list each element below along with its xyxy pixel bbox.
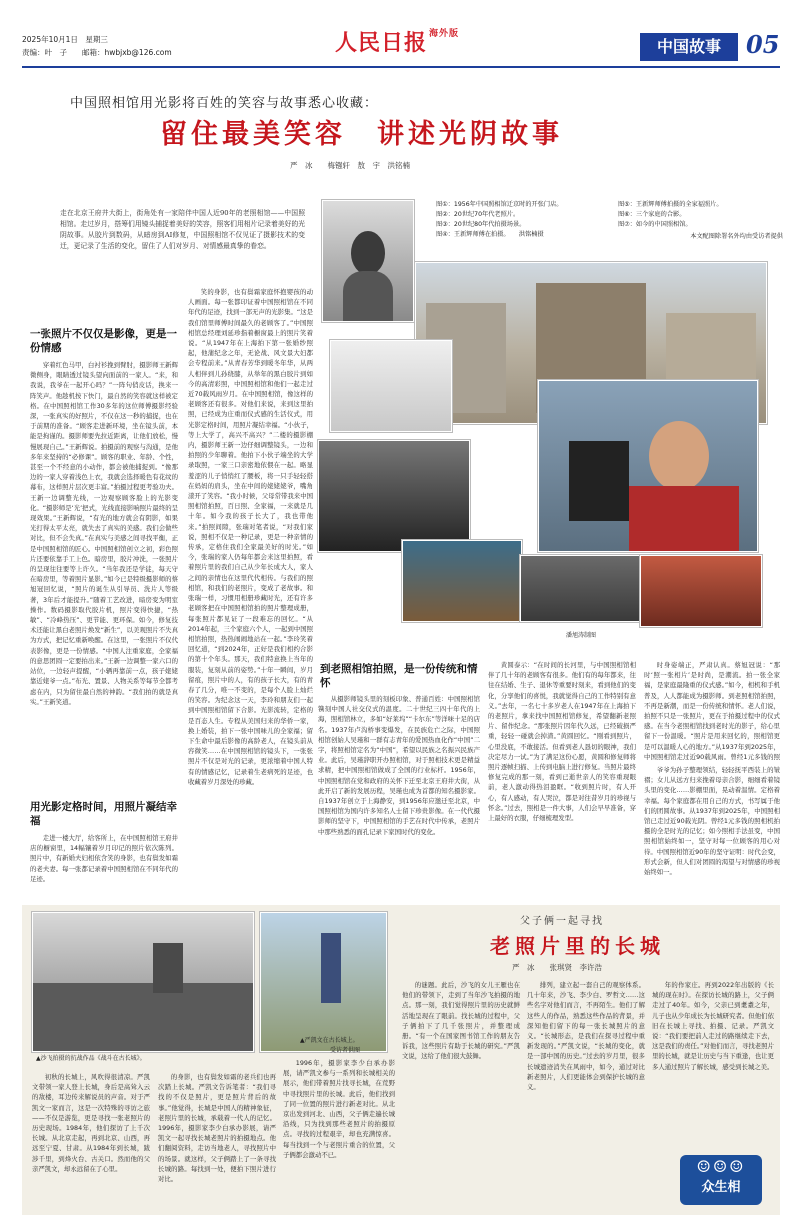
photo-caption-right: ▲严凯文在古长城上。 <box>300 1037 359 1044</box>
captions-right <box>618 200 783 242</box>
lower-column-4-text: 的谜题。此后，沙飞的女儿王雁也在他们的带领下，走到了当年沙飞拍摄的地点。那一刻，我们觉得照片里的历史就鲜活地呈现在了眼前。找长城的过程中，父子俩拍下了几千张照片，并整理成册。“有一个在国家图书馆工作的朋友告诉我，这些照片有助于长城的研究。”严凯文说，这给了他们很大鼓舞。 <box>402 981 520 1061</box>
article-kicker: 中国照相馆用光影将百姓的笑容与故事悉心收藏： <box>70 96 379 111</box>
lower-column-3 <box>283 1058 395 1208</box>
column-badge <box>680 1155 762 1205</box>
column-3-text: 从摄影师镜头里的刻板印象、普通百姓：中国照相馆镌刻中国人社交仪式的温度。二十世纪三四十年代的上海，照相馆林立，多如“好莱坞”“卡尔东”等洋味十足的店名。1937年卢沟桥事变爆发，在民族危亡之际，中国照相馆创始人吴瑾和一群有志青年的爱国热血化作“中国”二字，将照相馆定名为“中国”，希望以民族之名振兴民族产业。此后，吴瑾辞职开办照相馆，对于照相技术更是精益求精，把中国照相馆做成了全国的行业标杆。1956年，中国照相馆在党和政府的关怀下迁至北京王府井大街，从此开启了新的发展历程，吴瑾也成为首都的知名摄影家。自1937年创立于上海静安，到1956年应邀迁至北京，中国照相馆为国内许多知名人士留下珍贵影像。在一代代摄影师的坚守下，中国照相馆的手艺在时代中传承，老照片中那些熟悉的面孔记录下家国时代的变化。 <box>318 695 480 836</box>
photo-photographer <box>538 380 758 552</box>
photo-family-1 <box>402 540 522 622</box>
issue-date: 2025年10月1日 星期三 <box>22 35 108 44</box>
photo-credit-lower: 受访者供图 <box>330 1047 361 1054</box>
body-column-1 <box>30 360 178 795</box>
photo-great-wall-old <box>32 912 254 1052</box>
lower-column-2 <box>158 1072 276 1207</box>
lower-column-5 <box>527 980 645 1208</box>
lower-byline: 严 冰 张琪贤 李许浩 <box>512 963 602 972</box>
caption-7: 图⑦：如今的中国照相馆。 <box>618 221 692 228</box>
section-badge: 中国故事 <box>640 33 738 61</box>
editor-line: 责编：叶 子 邮箱：hwbjxb@126.com <box>22 48 172 57</box>
lower-kicker: 父子俩一起寻找 <box>520 916 604 927</box>
lower-column-3-text: 1996年，摄影家李少白承办影展，请严凯文参与一系列和长城相关的展示，他们带着照片找寻长城，在荒野中寻找照片里的长城。此后，他们找到了同一位置的照片进行新老对比。从北京出发到河北、山西，父子俩走遍长城沿线，只为找到那些老照片的拍摄原点。寻找的过程艰辛，却也充满惊喜。每当找到一个与老照片重合的位置，父子俩都会激动不已。 <box>283 1059 395 1159</box>
column-1-text: 穿着红色马甲，白衬衫挽到臂肘，摄影师王新辉微侧身，眼睛透过镜头望向面前的一家人。“来，和我说，我爷在一起开心吗？”一阵句俏皮话，换来一阵笑声。他趁机按下快门，最自然的笑容就这样被定格。在中国照相馆工作30多年的这位师傅摄影经验深，一张真实的好照片，不仅在这一秒的捕捉，也在于前期的准备。“顾客走进新环境，坐在镜头前，本能是拘谨的。摄影师要先拉近距离，让他们放松，慢慢展现自己。”王新辉说。拍摄前的观察与沟通，是他多年来坚持的“必修课”。顾客的职业、年龄、个性，甚至一个不经意的小动作，都会被他捕捉到。“像那边的一家人穿着浅色上衣，我就会选择暖色有花纹的幕布，这样照片层次更丰富。”拍摄过程更考验功夫。王新一边调整光线，一边观察顾客脸上的光影变化。“摄影师是‘光’把式，光线直接影响照片最终的呈现效果。”王新辉说，“有光的地方就会有阴影，如果光打得太平太亮，就失去了真实的美感。我们会做些对比，但不会失真。”在真实与美感之间寻找平衡，正是中国照相馆的匠心。中国照相馆创立之初，彩色照片还要依靠手工上色。暗房里，胶片冲洗，一张照片的呈现往往要等上许久。“当年我还是学徒，每天守在暗房里，等着照片显影。”如今已是特级摄影师的蔡旭冠回忆说，“照片的诞生从引导员、洗片人等级著，3年后才能提升。”随着工艺改进，暗房变为明室操作。数码摄影取代胶片机，照片变得快捷，“热敏”、“冷峰热压”、更节能、更环保。如今，修复技术还能让黑白老照片焕发“新生”，以美观照片不失真为方式，把记忆重新唤醒。在这里，一张照片不仅代表影像，更是一份情感。“中国人注重家庭，全家福的意思团圆一定要拍出来。”王新一边调整一家六口的站位，一边轻声提醒，“小辆再靠前一点，孩子姥姥靠近姥爷一点。”布光、置景、人物关系等每节全都考虑在内，只为留住最自然的神韵。“我们拍的就是真实。”王新笑道。 <box>30 361 178 706</box>
subhead-1: 一张照片不仅仅是影像，更是一份情感 <box>30 328 177 354</box>
body-column-6 <box>644 765 780 888</box>
subhead-3: 到老照相馆拍照，是一份传统和情怀 <box>320 663 478 689</box>
article-headline: 留住最美笑容 讲述光阴故事 <box>160 119 563 150</box>
page-number: 05 <box>746 30 780 59</box>
badge-label: 众生相 <box>701 1180 741 1195</box>
caption-4: 图④：王新辉师傅在拍摄。 洪铭楠摄 <box>436 231 544 238</box>
column-1b-text: 走进一楼大厅，给客所上，在中国照相馆王府井店的橱窗里，14幅镶着岁月印记的照片依次陈列。照片中，有新婚夫妇相依含笑的身影，也有鬓发如霜的老夫妻。每一张都记录着中国照相馆在不同年代的足迹。 <box>30 834 178 883</box>
lower-column-5-text: 排列，建立起一套自己的观察体系。几十年来，沙飞、李少白、罗哲文……这些名字对他们而言，不再陌生。他们了解这些人的作品，熟悉这些作品的背景，并深知他们留下的每一张长城照片的意义。“长城形态，是我们在探寻过程中重新发现的。”严凯文说，“长城的变化，就是一部中国的历史。”过去的岁月里，很多长城遗迹消失在风雨中，如今，通过对比新老照片，人们更能体会到保护长城的意义。 <box>527 981 645 1092</box>
lower-column-6-text: 年的作家庄。再到2022年出版的《长城的现在时》。在探访长城的路上，父子俩走过了40年。如今，父亲已到耄耋之年，儿子也从少年成长为长城研究者。但他们依旧在长城上寻找、拍摄、记录。严凯文说：“我们要把前人走过的路继续走下去，这是我们的责任。”对他们而言，寻找老照片里的长城，就是让历史与当下重逢，也让更多人通过照片了解长城，感受到长城之美。 <box>652 981 774 1071</box>
badge-figures-icon: ☺☺☺ <box>696 1157 746 1176</box>
lower-column-4 <box>402 980 520 1208</box>
column-4-text: 黄圆泰示：“在时间的长河里，与中国照相馆相伴了几十年的老顾客有很多。他们有的每年都来，往往在结婚、生子、退休等重要时刻来，看到他们的变化，分享他们的喜悦，我就觉得自己的工作特别有意义。”去年，一名七十多岁老人在1947年在上海拍下的老照片，拿来找中国照相馆修复，希望翻新老照片、留作纪念。“那张照片因年代久远，已经破损严重，轻轻一碰就会掉渣。”黄圆回忆。“刚看到照片，心里没底，不敢接活。但看到老人恳切的眼神，我们决定尽力一试。”为了满足这份心愿，黄圆和修复师将照片逐帧扫描、上传到电脑上进行修复。当照片最终修复完成的那一刻，看到已逝世亲人的笑容重现眼前，老人激动得热泪盈眶。“收到照片时，有人开心，有人感动，有人哭泣，都是对往昔岁月的珍视与怀念。”过去，照相是一件大事，人们会早早准备，穿上最好的衣服，仔细梳理发型。 <box>488 661 636 823</box>
photo-credit: 潘旭涛制图 <box>566 632 597 639</box>
body-column-2 <box>188 287 313 887</box>
article-byline: 严 冰 梅镪轩 敖 宇 洪铭楠 <box>290 161 410 170</box>
masthead-edition: 海外版 <box>429 29 460 39</box>
caption-5: 图⑤：王新辉师傅拍摄的全家福照片。 <box>618 201 723 208</box>
subhead-2: 用光影定格时间，用照片凝结幸福 <box>30 801 177 827</box>
caption-1: 图①：1956年中国照相馆迁京时的开张门店。 <box>436 201 563 208</box>
body-column-4 <box>488 660 636 888</box>
body-column-3 <box>318 694 480 888</box>
photo-child-portrait <box>322 200 414 322</box>
caption-2: 图②：20世纪70年代老照片。 <box>436 211 520 218</box>
captions-left <box>436 200 586 240</box>
column-6-text: 爷爷为孙子整理领结，轻轻抚平西装上的皱褶；女儿从远方归来挽着母亲合影，细细看着镜头里的变化……影棚里面，晃动着温情。定格着幸福。每个家庭都在用自己的方式，书写属于他们的团圆故事。从1937年到2025年，中国照相馆已走过近90载光阴。曾经1元多钱的照相机拍摄的全是时光的记忆；如今照相手法虽变，中国照相馆始终如一，坚守对每一位顾客的用心对待。中国照相馆近90年的坚守证明：时代会变，形式会新，但人们对团圆的渴望与对情感的珍视始终如一。 <box>644 766 780 877</box>
lower-column-2-text: 的身影，也有鬓发如霜的老兵们也再次踏上长城。严凯文告诉笔者：“我们寻找的不仅是照片，更是照片背后的故事。”他觉得，长城是中国人的精神象征，老照片里的长城，承载着一代人的记忆。1996年，摄影家李少白承办影展，请严凯文一起寻找长城老照片的拍摄地点。他们翻阅资料，走访当地老人，寻找照片中的场景。就这样，父子俩踏上了一条寻找长城的路。每找到一处，便拍下照片进行对比。 <box>158 1073 276 1184</box>
masthead-logo <box>335 26 459 57</box>
masthead-title: 人民日报 <box>335 30 428 56</box>
photo-caption-left: ▲沙飞拍摄的抗战作品《战斗在古长城》。 <box>36 1055 146 1062</box>
lower-column-1 <box>32 1072 150 1207</box>
lower-headline: 老照片里的长城 <box>490 934 665 958</box>
photo-family-3 <box>640 555 762 627</box>
caption-6: 图⑥：三个家庭的合影。 <box>618 211 686 218</box>
column-2-text: 笑的身影，也有鬓霜家庭怀抱婴孩的动人画面。每一张都印证着中国照相馆在不同年代的足迹，找到一部无声的光影集。“这是我们馆里师傅时间最久的老顾客了。”中国照相馆总经理刘延珍指着橱窗最上的照片笑着说。“从1947年在上海拍下第一张婚纱照起，他蒲纪念之年，无论战、风文景大妇都会专程前来。”从青春芳华到暖冬年华，从两人相伴到儿孙绕膝，从举年的黑白胶片到如今的高清彩照，中国照相馆和他们一起走过近70载风雨岁月。在中国照相馆，像这样的老顾客还有很多。对他们来说，来到这里拍照，已经成为庄重而仪式感的生活仪式，用光影定格时间，用照片凝结幸福。“小伙子，等上大学了，高兴不高兴？”二楼的摄影棚内，摄影师王新一边仔细调整镜头，一边和拍照的少年聊着。他拍下小伙子端坐的大学录取照，一家三口亲密地依偎在一起。略显羞涩的儿子悄悄红了腰板，将一只手轻轻搭在妈妈的肩头，坐在中间的姥姥姥爷，嘴角漾开了笑容。“我小时候，父母常带我来中国照相馆拍照，百日照、全家福，一来就是几十年。如今我的孩子长大了，我也带他来。”拍照间隙，张瑞对笔者说，“对我们家说，照相不仅是一种记录，更是一种亲情的传承，定格住我们全家最美好的时光。”如今，张瑞的家人仍每年都会来这里拍照，看着照片里的我们自己从少年长成大人，家人之间的亲情也在这里代代相传。与我们的照相馆，和我们的老照片，变成了老故事。和张瑞一样，习惯用相册珍藏时光，还有许多老顾客把在中国照相馆拍的照片整理成册，每张照片都见证了一段难忘的回忆。“从2014年起，三个家庭六个人，一起到中国照相馆拍照，热热闹闹地站在一起。”李玲笑着回忆道，“到2024年，正好是我们相约合影的第十个年头。那天，我们特意换上当年的服装，复刻从前的姿势。”十年一瞬间，岁月留痕，照片中的人，有的孩子长大，有的青春了几分，唯一不变的，是每个人脸上灿烂的笑容。为纪念这一天，李玲和朋友们一起到中国照相馆留下合影。光影流转，定格的是百态人生。专程从美国归来的华侨一家，换上婚装，拍下一张中国味儿的全家福；留下生命中最后影像的高龄老人，在镜头前从容微笑……在中国照相馆的镜头下，一张张照片不仅是对光的记录，更浓缩着中国人特有的情感记忆，记录着生老病死的足迹，也收藏着岁月深处的珍藏。 <box>188 288 313 786</box>
body-column-5 <box>644 660 780 760</box>
body-column-1b <box>30 833 178 888</box>
caption-credit: 本文配图除署名外均由受访者提供 <box>690 233 783 240</box>
photo-old-building <box>330 340 452 432</box>
photo-great-wall-new <box>260 912 387 1052</box>
column-5-text: 时身姿端正，严肃认真。蔡旭冠说：“那时‘照一张相片’是时尚，是潮流。拍一张全家福，是家庭最隆重的仪式感。”如今，相机和手机普及，人人都能成为摄影师。到老照相馆拍照，不再是新潮，而是一份传统和情怀。老人们说，拍照不只是一张照片，更在于拍摄过程中的仪式感。在当今老照相馆找到老时光的影子，给心里留下一份温暖。“照片是用来回忆的，照相馆更是可以温暖人心的地方。”从1937年到2025年，中国照相馆走过近90载风雨。曾经1元多钱的照 <box>644 661 780 760</box>
caption-3: 图③：20世纪80年代拍摄场景。 <box>436 221 526 228</box>
lower-column-6 <box>652 980 774 1145</box>
photo-studio-scene <box>318 440 470 552</box>
header-rule <box>22 66 780 68</box>
article-lead: 走在北京王府井大街上，街角处有一家陪伴中国人近90年的老照相馆——中国照相馆。走过岁月，搭筹们用镜头捕捉着美好的笑容，照客们用相片记录着美好的光阴故事。从胶片到数码，从暗房到AI修复，中国照相馆不仅见证了摄影技术的变迁，更记录了生活的变化，留住了人们对岁月、对情感最真挚的眷恋。 <box>60 209 305 250</box>
photo-family-2 <box>520 555 640 622</box>
lower-column-1-text: 初秋的长城上，风吹得很清凉。严凯文带领一家人登上长城，身后是高耸入云的敌楼，耳边传来解说员的声音。对于严凯文一家而言，这是一次特殊的寻访之旅——不仅是游览，更是寻找一张老照片的历史现场。1984年，他们探访了上千次长城。从北京走起，再到北京、山西，再远至宁夏、甘肃。从1984年到长城，跋涉千里，到烽火台、古关口。然而他的父亲严凯文，却永远留在了心里。 <box>32 1073 150 1173</box>
